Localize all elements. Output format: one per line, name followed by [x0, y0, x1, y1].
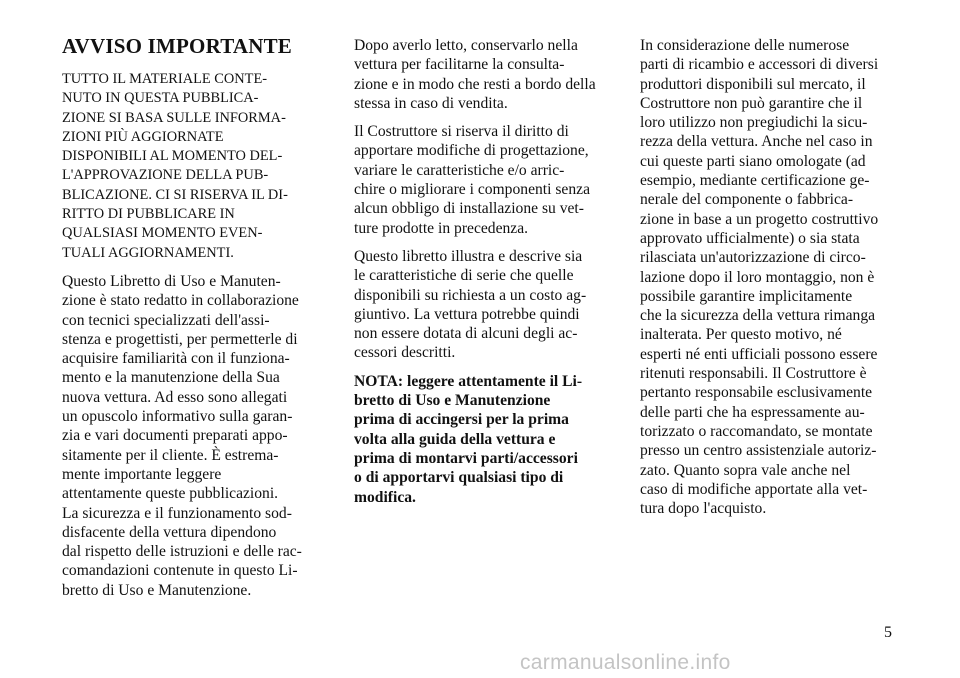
watermark: carmanualsonline.info: [520, 651, 731, 674]
spare-parts-paragraph: In considerazione delle numerose parti di ricambio e accessori di diversi produttori disponibili sul mercato, il Costruttore non può garantire che il loro utilizzo non pregiudichi la sicu- rezza della vettura. Anche nel caso in cui queste parti siano omologate (ad esempio, mediante certificazione ge- nerale del componente o fabbrica- zione in base a un progetto costruttivo approvato ufficialmente) o sia stata rilasciata un'autorizzazione di circo- lazione dopo il loro montaggio, non è possibile garantire implicitamente che la sicurezza della vettura rimanga inalterata. Per questo motivo, né esperti né enti ufficiali possono essere ritenuti responsabili. Il Costruttore è pertanto responsabile esclusivamente delle parti che ha espressamente au- torizzato o raccomandato, se montate presso un centro assistenziale autoriz- zato. Quanto sopra vale anche nel caso di modifiche apportate alla vet- tura dopo l'acquisto.: [640, 37, 879, 518]
note-paragraph: NOTA: leggere attentamente il Li- bretto di Uso e Manutenzione prima di accingersi per la prima volta alla guida della vettura e prima di montarvi parti/accessori o di apportarvi qualsiasi tipo di modifica.: [354, 372, 583, 506]
page-heading: AVVISO IMPORTANTE: [62, 34, 293, 58]
keep-in-vehicle-paragraph: Dopo averlo letto, conservarlo nella vettura per facilitarne la consulta- zione e in modo che resti a bordo della stessa in caso di vendita.: [354, 37, 596, 112]
page-number: 5: [884, 624, 892, 641]
manufacturer-rights-paragraph: Il Costruttore si riserva il diritto di apportare modifiche di progettazione, variare le caratteristiche e/o arric- chire o migliorare i componenti senza alcun obbligo di installazione su vet- ture prodotte in precedenza.: [354, 123, 590, 237]
column-right: [640, 36, 896, 527]
column-middle: [354, 36, 603, 516]
manual-intro-paragraph: Questo Libretto di Uso e Manuten- zione è stato redatto in collaborazione con tecnici specializzati dell'assi- stenza e progettisti, per permetterle di acquisire familiarità con il funziona- mento e la manutenzione della Sua nuova vettura. Ad esso sono allegati un opuscolo informativo sulla garan- zia e vari documenti preparati appo- sitamente per il cliente. È estrema- mente importante leggere attentamente queste pubblicazioni. La sicurezza e il funzionamento sod- disfacente della vettura dipendono dal rispetto delle istruzioni e delle rac- comandazioni contenute in questo Li- bretto di Uso e Manutenzione.: [62, 272, 302, 599]
optional-equipment-paragraph: Questo libretto illustra e descrive sia le caratteristiche di serie che quelle disponibili su richiesta a un costo ag- giuntivo. La vettura potrebbe quindi non essere dotata di alcuni degli ac- cessori descritti.: [354, 247, 587, 362]
column-left: [62, 34, 314, 609]
notice-caps-paragraph: TUTTO IL MATERIALE CONTE- NUTO IN QUESTA PUBBLICA- ZIONE SI BASA SULLE INFORMA- ZIONI PIÙ AGGIORNATE DISPONIBILI AL MOMENTO DEL- L'APPROVAZIONE DELLA PUB- BLICAZIONE. CI SI RISERVA IL DI- RITTO DI PUBBLICARE IN QUALSIASI MOMENTO EVEN- TUALI AGGIORNAMENTI.: [62, 71, 288, 261]
